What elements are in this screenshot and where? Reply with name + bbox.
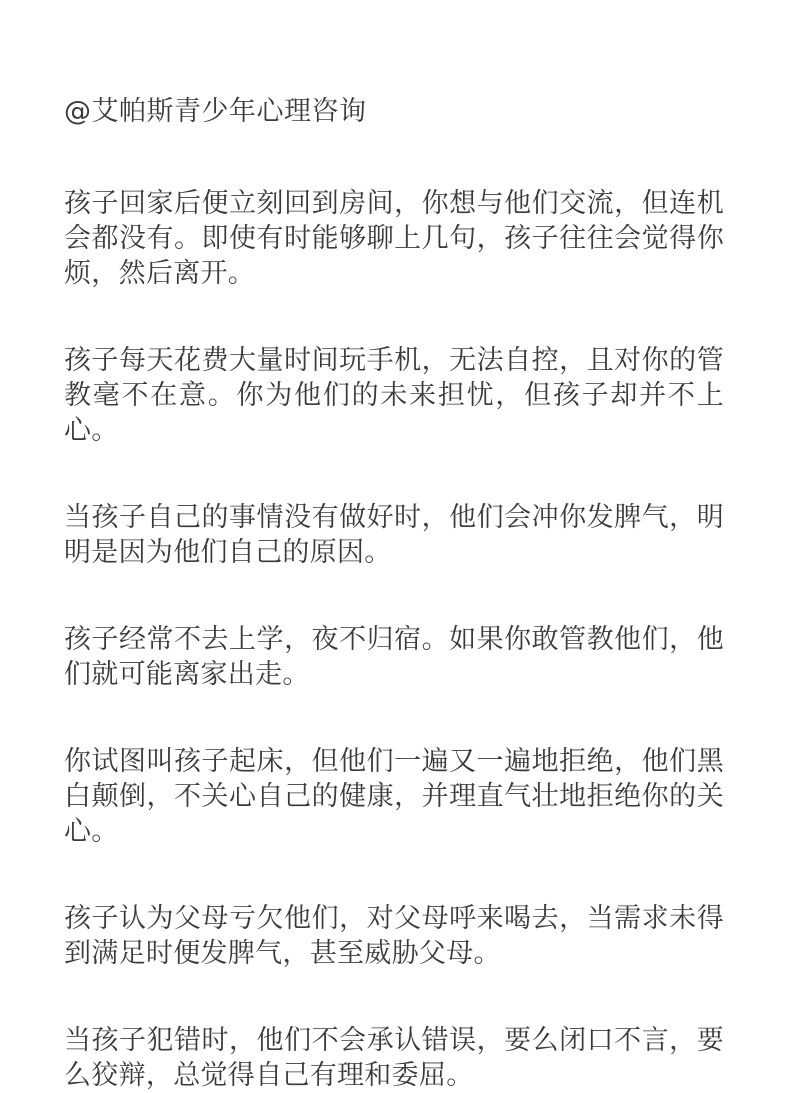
paragraph-7: 当孩子犯错时，他们不会承认错误，要么闭口不言，要么狡辩，总觉得自己有理和委屈。 xyxy=(64,1025,724,1091)
paragraph-6: 孩子认为父母亏欠他们，对父母呼来喝去，当需求未得到满足时便发脾气，甚至威胁父母。 xyxy=(64,903,724,969)
paragraph-3: 当孩子自己的事情没有做好时，他们会冲你发脾气，明明是因为他们自己的原因。 xyxy=(64,502,724,568)
paragraph-5: 你试图叫孩子起床，但他们一遍又一遍地拒绝，他们黑白颠倒，不关心自己的健康，并理直气壮地拒绝你的关心。 xyxy=(64,746,724,847)
article-body xyxy=(64,186,724,1093)
paragraph-1: 孩子回家后便立刻回到房间，你想与他们交流，但连机会都没有。即使有时能够聊上几句，孩子往往会觉得你烦，然后离开。 xyxy=(64,188,724,289)
paragraph-2: 孩子每天花费大量时间玩手机，无法自控，且对你的管教毫不在意。你为他们的未来担忧，但孩子却并不上心。 xyxy=(64,345,724,446)
article xyxy=(64,92,724,1093)
paragraph-4: 孩子经常不去上学，夜不归宿。如果你敢管教他们，他们就可能离家出走。 xyxy=(64,624,724,690)
author-handle: @艾帕斯青少年心理咨询 xyxy=(64,96,367,127)
